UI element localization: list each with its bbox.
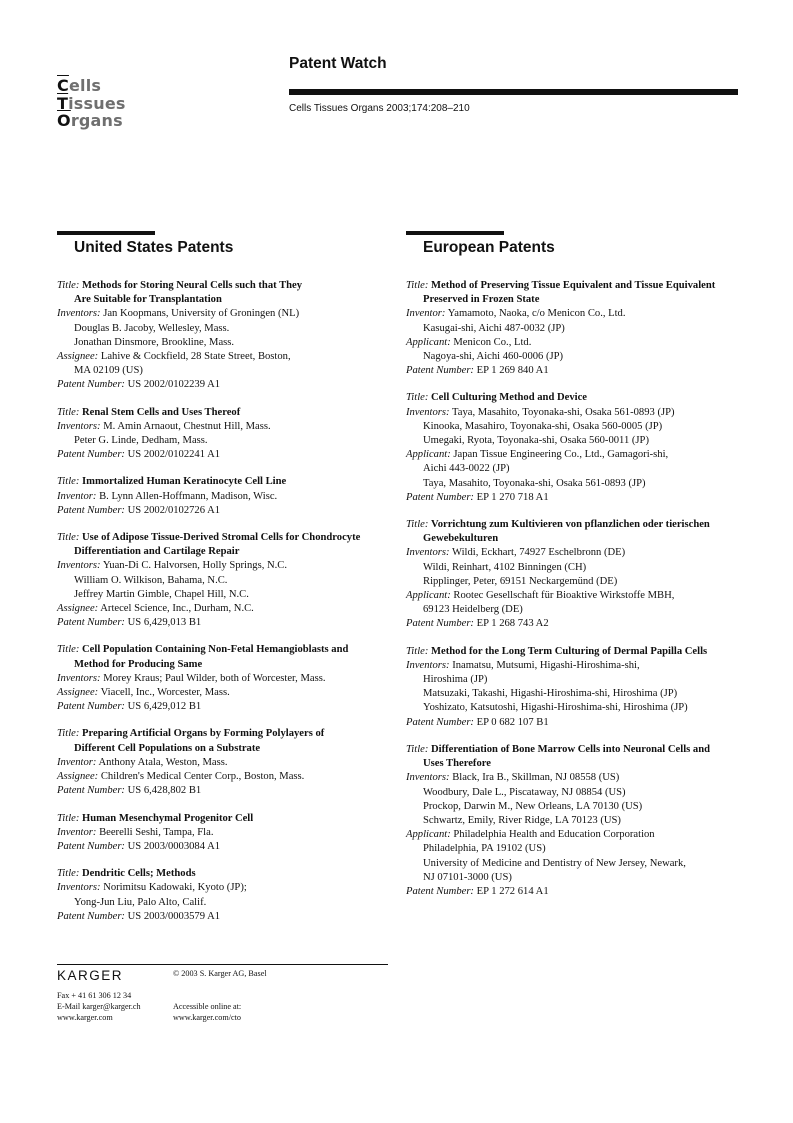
field-value: EP 1 269 840 A1 [476, 365, 549, 377]
field-value: Inamatsu, Mutsumi, Higashi-Hiroshima-shi, [452, 659, 640, 671]
logo-line-tissues: $\overline{T}issues$ [57, 93, 126, 113]
field-label: Applicant: [406, 829, 451, 841]
entry-line [57, 658, 397, 672]
patent-entry [406, 743, 746, 899]
field-value: Wildi, Reinhart, 4102 Binningen (CH) [423, 561, 587, 573]
field-label: Inventor: [57, 826, 97, 838]
publisher-logo: KARGER [57, 968, 124, 983]
patent-title: Differentiation of Bone Marrow Cells into Neuronal Cells and [431, 743, 710, 755]
patent-title: Uses Therefore [423, 758, 491, 770]
entry-line [406, 350, 746, 364]
field-value: Taya, Masahito, Toyonaka-shi, Osaka 561-0893 (JP) [452, 406, 675, 418]
patent-entry [57, 531, 397, 630]
field-value: Menicon Co., Ltd. [453, 336, 532, 348]
field-value: Japan Tissue Engineering Co., Ltd., Gamagori-shi, [453, 449, 669, 461]
field-label: Inventors: [57, 560, 101, 572]
entry-line [57, 574, 397, 588]
entry-line [406, 871, 746, 885]
field-label: Title: [57, 812, 80, 824]
field-value: EP 0 682 107 B1 [476, 716, 549, 728]
entry-line [406, 561, 746, 575]
entry-line [406, 603, 746, 617]
field-value: Norimitsu Kadowaki, Kyoto (JP); [103, 882, 247, 894]
copyright: © 2003 S. Karger AG, Basel [173, 969, 267, 978]
entry-line [57, 434, 397, 448]
field-value: EP 1 272 614 A1 [476, 885, 549, 897]
field-label: Patent Number: [406, 618, 474, 630]
field-value: Jonathan Dinsmore, Brookline, Mass. [74, 336, 235, 348]
patent-title: Cell Population Containing Non-Fetal Hemangioblasts and [82, 644, 349, 656]
field-value: Hiroshima (JP) [423, 674, 488, 686]
field-value: Prockop, Darwin M., New Orleans, LA 70130 (US) [423, 800, 643, 812]
field-label: Patent Number: [57, 701, 125, 713]
field-value: Ripplinger, Peter, 69151 Neckargemünd (DE) [423, 575, 618, 587]
field-value: Taya, Masahito, Toyonaka-shi, Osaka 561-0893 (JP) [423, 477, 646, 489]
field-label: Title: [57, 476, 80, 488]
field-label: Patent Number: [406, 885, 474, 897]
field-label: Inventors: [57, 672, 101, 684]
field-value: Philadelphia Health and Education Corporation [453, 829, 655, 841]
field-value: Douglas B. Jacoby, Wellesley, Mass. [74, 322, 230, 334]
patent-entry [406, 645, 746, 730]
field-value: Rootec Gesellschaft für Bioaktive Wirkstoffe MBH, [453, 590, 675, 602]
field-value: Yoshizato, Katsutoshi, Higashi-Hiroshima-shi, Hiroshima (JP) [423, 702, 688, 714]
field-value: US 6,429,013 B1 [127, 617, 202, 629]
entry-line [406, 406, 746, 420]
field-value: US 2002/0102726 A1 [127, 504, 221, 516]
field-value: Woodbury, Dale L., Piscataway, NJ 08854 (US) [423, 786, 626, 798]
entry-line [57, 279, 397, 293]
access-label: Accessible online at: [173, 1002, 242, 1011]
field-value: M. Amin Arnaout, Chestnut Hill, Mass. [103, 420, 271, 432]
eu-patents-list [406, 279, 746, 912]
logo-line-organs: $\overline{O}rgans$ [57, 111, 123, 130]
field-value: B. Lynn Allen-Hoffmann, Madison, Wisc. [99, 490, 278, 502]
field-label: Title: [406, 645, 429, 657]
entry-line [57, 742, 397, 756]
entry-line [57, 420, 397, 434]
field-label: Patent Number: [57, 840, 125, 852]
entry-line [406, 673, 746, 687]
patent-title: Are Suitable for Transplantation [74, 294, 222, 306]
field-value: US 2002/0102239 A1 [127, 379, 221, 391]
patent-entry [57, 867, 397, 924]
patent-title: Methods for Storing Neural Cells such that They [82, 280, 303, 291]
field-label: Assignee: [57, 351, 99, 363]
entry-line [57, 867, 397, 881]
entry-line [57, 602, 397, 616]
entry-line [406, 743, 746, 757]
field-label: Patent Number: [57, 785, 125, 797]
patent-title: Preserved in Frozen State [423, 294, 540, 306]
field-label: Title: [406, 519, 429, 531]
entry-line [57, 559, 397, 573]
entry-line [57, 336, 397, 350]
patent-entry [406, 391, 746, 505]
entry-line [406, 546, 746, 560]
patent-entry [57, 475, 397, 518]
patent-entry [57, 727, 397, 798]
field-value: US 2002/0102241 A1 [127, 449, 221, 461]
field-value: William O. Wilkison, Bahama, N.C. [74, 574, 228, 586]
entry-line [57, 910, 397, 924]
field-label: Patent Number: [57, 504, 125, 516]
field-value: Lahive & Cockfield, 28 State Street, Boston, [100, 351, 291, 363]
field-value: Yong-Jun Liu, Palo Alto, Calif. [74, 896, 207, 908]
website: www.karger.com [57, 1013, 113, 1022]
field-value: Black, Ira B., Skillman, NJ 08558 (US) [452, 772, 620, 784]
field-label: Assignee: [57, 603, 99, 615]
entry-line [57, 448, 397, 462]
field-label: Title: [57, 532, 80, 544]
patent-title: Preparing Artificial Organs by Forming Polylayers of [82, 728, 325, 740]
entry-line [57, 616, 397, 630]
us-heading-rule [57, 231, 155, 235]
entry-line [406, 659, 746, 673]
field-label: Inventors: [406, 659, 450, 671]
entry-line [57, 406, 397, 420]
field-label: Assignee: [57, 771, 99, 783]
entry-line [406, 434, 746, 448]
contact-info [57, 990, 141, 1023]
field-label: Inventors: [57, 882, 101, 894]
us-patents-list [57, 279, 397, 937]
entry-line [406, 448, 746, 462]
us-heading: United States Patents [74, 239, 234, 256]
entry-line [57, 293, 397, 307]
entry-line [406, 617, 746, 631]
entry-line [57, 812, 397, 826]
field-label: Assignee: [57, 687, 99, 699]
patent-title: Different Cell Populations on a Substrate [74, 742, 261, 754]
entry-line [406, 532, 746, 546]
field-label: Inventor: [57, 756, 97, 768]
field-value: US 6,429,012 B1 [127, 701, 202, 713]
field-value: Anthony Atala, Weston, Mass. [98, 756, 228, 768]
entry-line [406, 885, 746, 899]
patent-entry [406, 518, 746, 632]
field-label: Title: [406, 743, 429, 755]
entry-line [57, 490, 397, 504]
entry-line [57, 588, 397, 602]
field-value: EP 1 270 718 A1 [476, 491, 549, 503]
entry-line [57, 307, 397, 321]
entry-line [57, 770, 397, 784]
entry-line [406, 391, 746, 405]
field-value: Umegaki, Ryota, Toyonaka-shi, Osaka 560-0011 (JP) [423, 435, 649, 447]
entry-line [406, 757, 746, 771]
entry-line [406, 322, 746, 336]
page-title: Patent Watch [289, 55, 387, 72]
entry-line [406, 828, 746, 842]
field-label: Inventors: [406, 406, 450, 418]
entry-line [406, 771, 746, 785]
entry-line [406, 687, 746, 701]
patent-entry [57, 279, 397, 393]
field-value: Matsuzaki, Takashi, Higashi-Hiroshima-shi, Hiroshima (JP) [423, 688, 678, 700]
logo-line-cells: $\overline{C}ells$ [57, 76, 102, 95]
entry-line [406, 279, 746, 293]
footer-rule [57, 964, 388, 965]
patent-title: Use of Adipose Tissue-Derived Stromal Cells for Chondrocyte [82, 532, 361, 544]
field-value: Peter G. Linde, Dedham, Mass. [74, 435, 208, 447]
entry-line [406, 800, 746, 814]
patent-title: Method for Producing Same [74, 658, 203, 670]
patent-entry [57, 406, 397, 463]
entry-line [406, 701, 746, 715]
patent-title: Differentiation and Cartilage Repair [74, 546, 240, 558]
entry-line [57, 840, 397, 854]
entry-line [406, 462, 746, 476]
entry-line [57, 686, 397, 700]
entry-line [57, 756, 397, 770]
field-label: Patent Number: [57, 910, 125, 922]
field-value: Beerelli Seshi, Tampa, Fla. [99, 826, 214, 838]
patent-title: Method of Preserving Tissue Equivalent and Tissue Equivalent [431, 280, 716, 291]
email: E-Mail karger@karger.ch [57, 1002, 141, 1011]
entry-line [57, 784, 397, 798]
entry-line [57, 350, 397, 364]
patent-title: Dendritic Cells; Methods [82, 868, 196, 880]
field-value: Aichi 443-0022 (JP) [423, 463, 510, 475]
field-label: Applicant: [406, 336, 451, 348]
field-label: Inventors: [406, 772, 450, 784]
field-label: Patent Number: [57, 617, 125, 629]
entry-line [406, 336, 746, 350]
entry-line [406, 857, 746, 871]
field-value: Wildi, Eckhart, 74927 Eschelbronn (DE) [452, 547, 626, 559]
journal-logo [57, 77, 137, 130]
entry-line [406, 716, 746, 730]
field-label: Inventors: [57, 420, 101, 432]
field-label: Inventors: [57, 308, 101, 320]
online-access [173, 1001, 241, 1023]
field-label: Title: [57, 728, 80, 740]
field-value: Kasugai-shi, Aichi 487-0032 (JP) [423, 322, 565, 334]
field-label: Title: [57, 406, 80, 418]
patent-title: Immortalized Human Keratinocyte Cell Line [82, 476, 287, 488]
entry-line [406, 786, 746, 800]
entry-line [406, 842, 746, 856]
field-value: Viacell, Inc., Worcester, Mass. [100, 687, 230, 699]
patent-title: Method for the Long Term Culturing of Dermal Papilla Cells [431, 645, 708, 657]
entry-line [57, 322, 397, 336]
entry-line [406, 307, 746, 321]
entry-line [57, 727, 397, 741]
field-value: Jan Koopmans, University of Groningen (NL) [103, 308, 300, 320]
field-value: University of Medicine and Dentistry of New Jersey, Newark, [423, 857, 686, 869]
field-label: Patent Number: [406, 365, 474, 377]
access-url: www.karger.com/cto [173, 1013, 241, 1022]
entry-line [57, 545, 397, 559]
field-value: Yamamoto, Naoka, c/o Menicon Co., Ltd. [447, 308, 626, 320]
field-label: Patent Number: [406, 491, 474, 503]
field-label: Title: [57, 280, 80, 291]
entry-line [406, 293, 746, 307]
entry-line [57, 504, 397, 518]
field-label: Title: [406, 392, 429, 404]
field-label: Applicant: [406, 590, 451, 602]
field-value: Artecel Science, Inc., Durham, N.C. [100, 603, 254, 615]
field-value: 69123 Heidelberg (DE) [423, 604, 523, 616]
field-value: MA 02109 (US) [74, 365, 143, 377]
eu-heading: European Patents [423, 239, 555, 256]
entry-line [406, 589, 746, 603]
citation: Cells Tissues Organs 2003;174:208–210 [289, 103, 470, 114]
field-label: Applicant: [406, 449, 451, 461]
patent-entry [57, 643, 397, 714]
patent-title: Renal Stem Cells and Uses Thereof [82, 406, 241, 418]
entry-line [406, 645, 746, 659]
field-value: Jeffrey Martin Gimble, Chapel Hill, N.C. [74, 588, 249, 600]
field-label: Patent Number: [57, 379, 125, 391]
field-label: Patent Number: [406, 716, 474, 728]
field-label: Title: [406, 280, 429, 291]
entry-line [57, 826, 397, 840]
entry-line [406, 364, 746, 378]
entry-line [57, 700, 397, 714]
field-value: US 2003/0003579 A1 [127, 910, 221, 922]
patent-title: Vorrichtung zum Kultivieren von pflanzlichen oder tierischen [431, 519, 710, 531]
entry-line [406, 477, 746, 491]
field-value: Yuan-Di C. Halvorsen, Holly Springs, N.C. [102, 560, 288, 572]
field-value: Morey Kraus; Paul Wilder, both of Worcester, Mass. [103, 672, 326, 684]
entry-line [57, 531, 397, 545]
field-value: Children's Medical Center Corp., Boston, Mass. [100, 771, 305, 783]
field-label: Title: [57, 644, 80, 656]
patent-title: Gewebekulturen [423, 533, 499, 545]
field-value: NJ 07101-3000 (US) [423, 871, 512, 883]
entry-line [406, 491, 746, 505]
field-value: Philadelphia, PA 19102 (US) [423, 843, 546, 855]
entry-line [57, 364, 397, 378]
field-value: Schwartz, Emily, River Ridge, LA 70123 (US) [423, 814, 621, 826]
entry-line [406, 420, 746, 434]
entry-line [57, 475, 397, 489]
header-rule [289, 89, 738, 95]
entry-line [57, 896, 397, 910]
entry-line [57, 672, 397, 686]
entry-line [57, 643, 397, 657]
field-label: Patent Number: [57, 449, 125, 461]
field-value: Kinooka, Masahiro, Toyonaka-shi, Osaka 560-0005 (JP) [423, 420, 663, 432]
field-value: Nagoya-shi, Aichi 460-0006 (JP) [423, 351, 564, 363]
field-value: EP 1 268 743 A2 [476, 618, 549, 630]
entry-line [57, 378, 397, 392]
patent-title: Human Mesenchymal Progenitor Cell [82, 812, 254, 824]
field-label: Inventor: [406, 308, 446, 320]
patent-entry [406, 279, 746, 378]
patent-title: Cell Culturing Method and Device [431, 392, 587, 404]
field-value: US 2003/0003084 A1 [127, 840, 221, 852]
entry-line [406, 575, 746, 589]
field-label: Inventors: [406, 547, 450, 559]
entry-line [57, 881, 397, 895]
fax: Fax + 41 61 306 12 34 [57, 991, 132, 1000]
eu-heading-rule [406, 231, 504, 235]
entry-line [406, 814, 746, 828]
field-label: Inventor: [57, 490, 97, 502]
field-label: Title: [57, 868, 80, 880]
field-value: US 6,428,802 B1 [127, 785, 202, 797]
patent-entry [57, 812, 397, 855]
entry-line [406, 518, 746, 532]
